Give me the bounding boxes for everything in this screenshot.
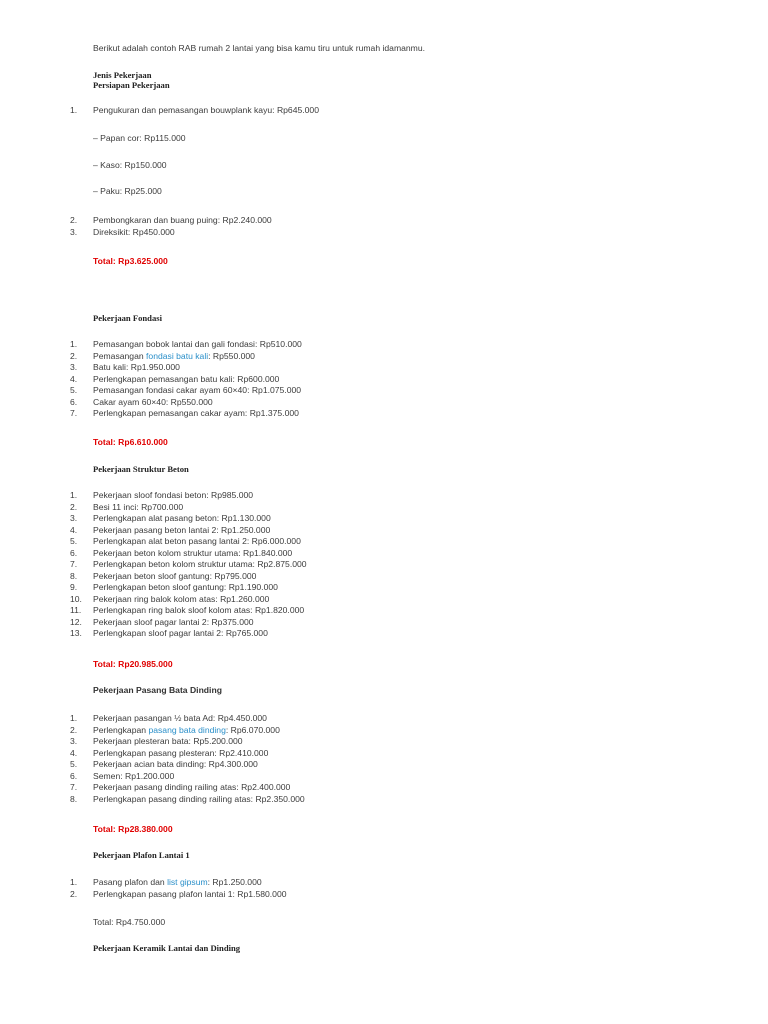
- list-number: 5.: [70, 385, 78, 395]
- list-number: 1.: [70, 490, 78, 500]
- list-text: Perlengkapan pasang dinding railing atas: Rp2.350.000: [93, 793, 305, 804]
- list-text: Perlengkapan beton kolom struktur utama: Rp2.875.000: [93, 559, 307, 569]
- list-number: 4.: [70, 524, 78, 535]
- list-text: Pekerjaan pasang dinding railing atas: Rp2.400.000: [93, 782, 291, 792]
- sub-item: – Papan cor: Rp115.000: [93, 133, 186, 143]
- list-number: 4.: [70, 373, 78, 384]
- list-text: [93, 877, 262, 889]
- list-number: 12.: [70, 616, 82, 627]
- list-number: 2.: [70, 350, 78, 361]
- list-text: Pemasangan bobok lantai dan gali fondasi: Rp510.000: [93, 339, 302, 349]
- list-number: 6.: [70, 396, 78, 407]
- list-text: Pekerjaan sloof fondasi beton: Rp985.000: [93, 490, 254, 500]
- list-text: Pengukuran dan pemasangan bouwplank kayu: Rp645.000: [93, 105, 319, 115]
- list-text: Perlengkapan alat pasang beton: Rp1.130.000: [93, 513, 271, 523]
- list-text: Pembongkaran dan buang puing: Rp2.240.000: [93, 215, 272, 225]
- list-text: Perlengkapan pasang plafon lantai 1: Rp1.580.000: [93, 888, 287, 899]
- list-text: Perlengkapan alat beton pasang lantai 2: Rp6.000.000: [93, 536, 301, 546]
- list-number: 10.: [70, 593, 82, 604]
- list-text: Direksikit: Rp450.000: [93, 226, 175, 237]
- list-number: 3.: [70, 736, 78, 746]
- list-text: Pekerjaan acian bata dinding: Rp4.300.000: [93, 759, 258, 769]
- list-text: Pekerjaan pasang beton lantai 2: Rp1.250.000: [93, 524, 271, 535]
- list-number: 1.: [70, 339, 78, 349]
- list-text: Pekerjaan beton kolom struktur utama: Rp1.840.000: [93, 547, 293, 558]
- list-number: 1.: [70, 105, 78, 115]
- list-text-suffix: : Rp6.070.000: [225, 724, 280, 735]
- list-text-prefix: Perlengkapan: [93, 724, 149, 735]
- section-heading-struktur-beton: Pekerjaan Struktur Beton: [93, 464, 189, 474]
- list-text: Cakar ayam 60×40: Rp550.000: [93, 396, 213, 407]
- list-number: 6.: [70, 770, 78, 781]
- list-number: 8.: [70, 793, 78, 804]
- list-number: 2.: [70, 888, 78, 899]
- list-text-prefix: Pasang plafon dan: [93, 877, 168, 887]
- list-text-suffix: : Rp1.250.000: [207, 877, 262, 887]
- sub-item: – Kaso: Rp150.000: [93, 160, 167, 170]
- list-text: Semen: Rp1.200.000: [93, 770, 175, 781]
- list-text-suffix: : Rp550.000: [208, 350, 255, 361]
- list-text: Perlengkapan ring balok sloof kolom atas: Rp1.820.000: [93, 605, 305, 615]
- list-number: 9.: [70, 582, 78, 592]
- total-struktur-beton: Total: Rp20.985.000: [93, 659, 173, 669]
- list-text-prefix: Pemasangan: [93, 350, 147, 361]
- list-number: 1.: [70, 877, 78, 887]
- section-heading-jenis: Jenis Pekerjaan: [93, 70, 152, 80]
- list-number: 1.: [70, 713, 78, 723]
- total-persiapan: Total: Rp3.625.000: [93, 256, 168, 266]
- list-text: Pekerjaan pasangan ½ bata Ad: Rp4.450.000: [93, 713, 267, 723]
- list-number: 7.: [70, 559, 78, 569]
- section-heading-keramik: Pekerjaan Keramik Lantai dan Dinding: [93, 943, 241, 953]
- section-heading-bata-dinding: Pekerjaan Pasang Bata Dinding: [93, 685, 222, 695]
- list-text: [93, 725, 280, 737]
- intro-paragraph: Berikut adalah contoh RAB rumah 2 lantai yang bisa kamu tiru untuk rumah idamanmu.: [93, 43, 425, 53]
- list-number: 5.: [70, 759, 78, 769]
- section-heading-persiapan: Persiapan Pekerjaan: [93, 80, 170, 90]
- inline-link[interactable]: pasang bata dinding: [148, 724, 226, 735]
- list-text: Besi 11 inci: Rp700.000: [93, 501, 184, 512]
- list-number: 4.: [70, 747, 78, 758]
- list-text: Pemasangan fondasi cakar ayam 60×40: Rp1.075.000: [93, 385, 302, 395]
- list-number: 3.: [70, 362, 78, 372]
- total-plafon: Total: Rp4.750.000: [93, 917, 166, 927]
- list-number: 13.: [70, 628, 82, 638]
- list-number: 8.: [70, 570, 78, 581]
- total-fondasi: Total: Rp6.610.000: [93, 437, 168, 447]
- list-number: 2.: [70, 501, 78, 512]
- list-text: Perlengkapan pasang plesteran: Rp2.410.000: [93, 747, 269, 758]
- list-text: Batu kali: Rp1.950.000: [93, 362, 180, 372]
- section-heading-fondasi: Pekerjaan Fondasi: [93, 313, 162, 323]
- list-text: Pekerjaan beton sloof gantung: Rp795.000: [93, 570, 257, 581]
- total-bata-dinding: Total: Rp28.380.000: [93, 824, 173, 834]
- list-number: 3.: [70, 226, 78, 237]
- list-text: Pekerjaan sloof pagar lantai 2: Rp375.000: [93, 616, 254, 627]
- list-text: Perlengkapan sloof pagar lantai 2: Rp765.000: [93, 628, 268, 638]
- list-number: 6.: [70, 547, 78, 558]
- list-number: 7.: [70, 782, 78, 792]
- list-text: Perlengkapan pemasangan cakar ayam: Rp1.375.000: [93, 408, 299, 418]
- list-text: Perlengkapan pemasangan batu kali: Rp600.000: [93, 373, 280, 384]
- inline-link[interactable]: list gipsum: [167, 877, 208, 887]
- inline-link[interactable]: fondasi batu kali: [146, 350, 209, 361]
- section-heading-plafon: Pekerjaan Plafon Lantai 1: [93, 850, 190, 860]
- list-number: 11.: [70, 605, 82, 615]
- list-text: Pekerjaan ring balok kolom atas: Rp1.260.000: [93, 593, 270, 604]
- list-number: 2.: [70, 215, 78, 225]
- list-number: 2.: [70, 724, 78, 735]
- list-text: [93, 351, 255, 363]
- list-number: 7.: [70, 408, 78, 418]
- sub-item: – Paku: Rp25.000: [93, 186, 162, 196]
- list-number: 3.: [70, 513, 78, 523]
- list-text: Pekerjaan plesteran bata: Rp5.200.000: [93, 736, 243, 746]
- list-text: Perlengkapan beton sloof gantung: Rp1.190.000: [93, 582, 278, 592]
- list-number: 5.: [70, 536, 78, 546]
